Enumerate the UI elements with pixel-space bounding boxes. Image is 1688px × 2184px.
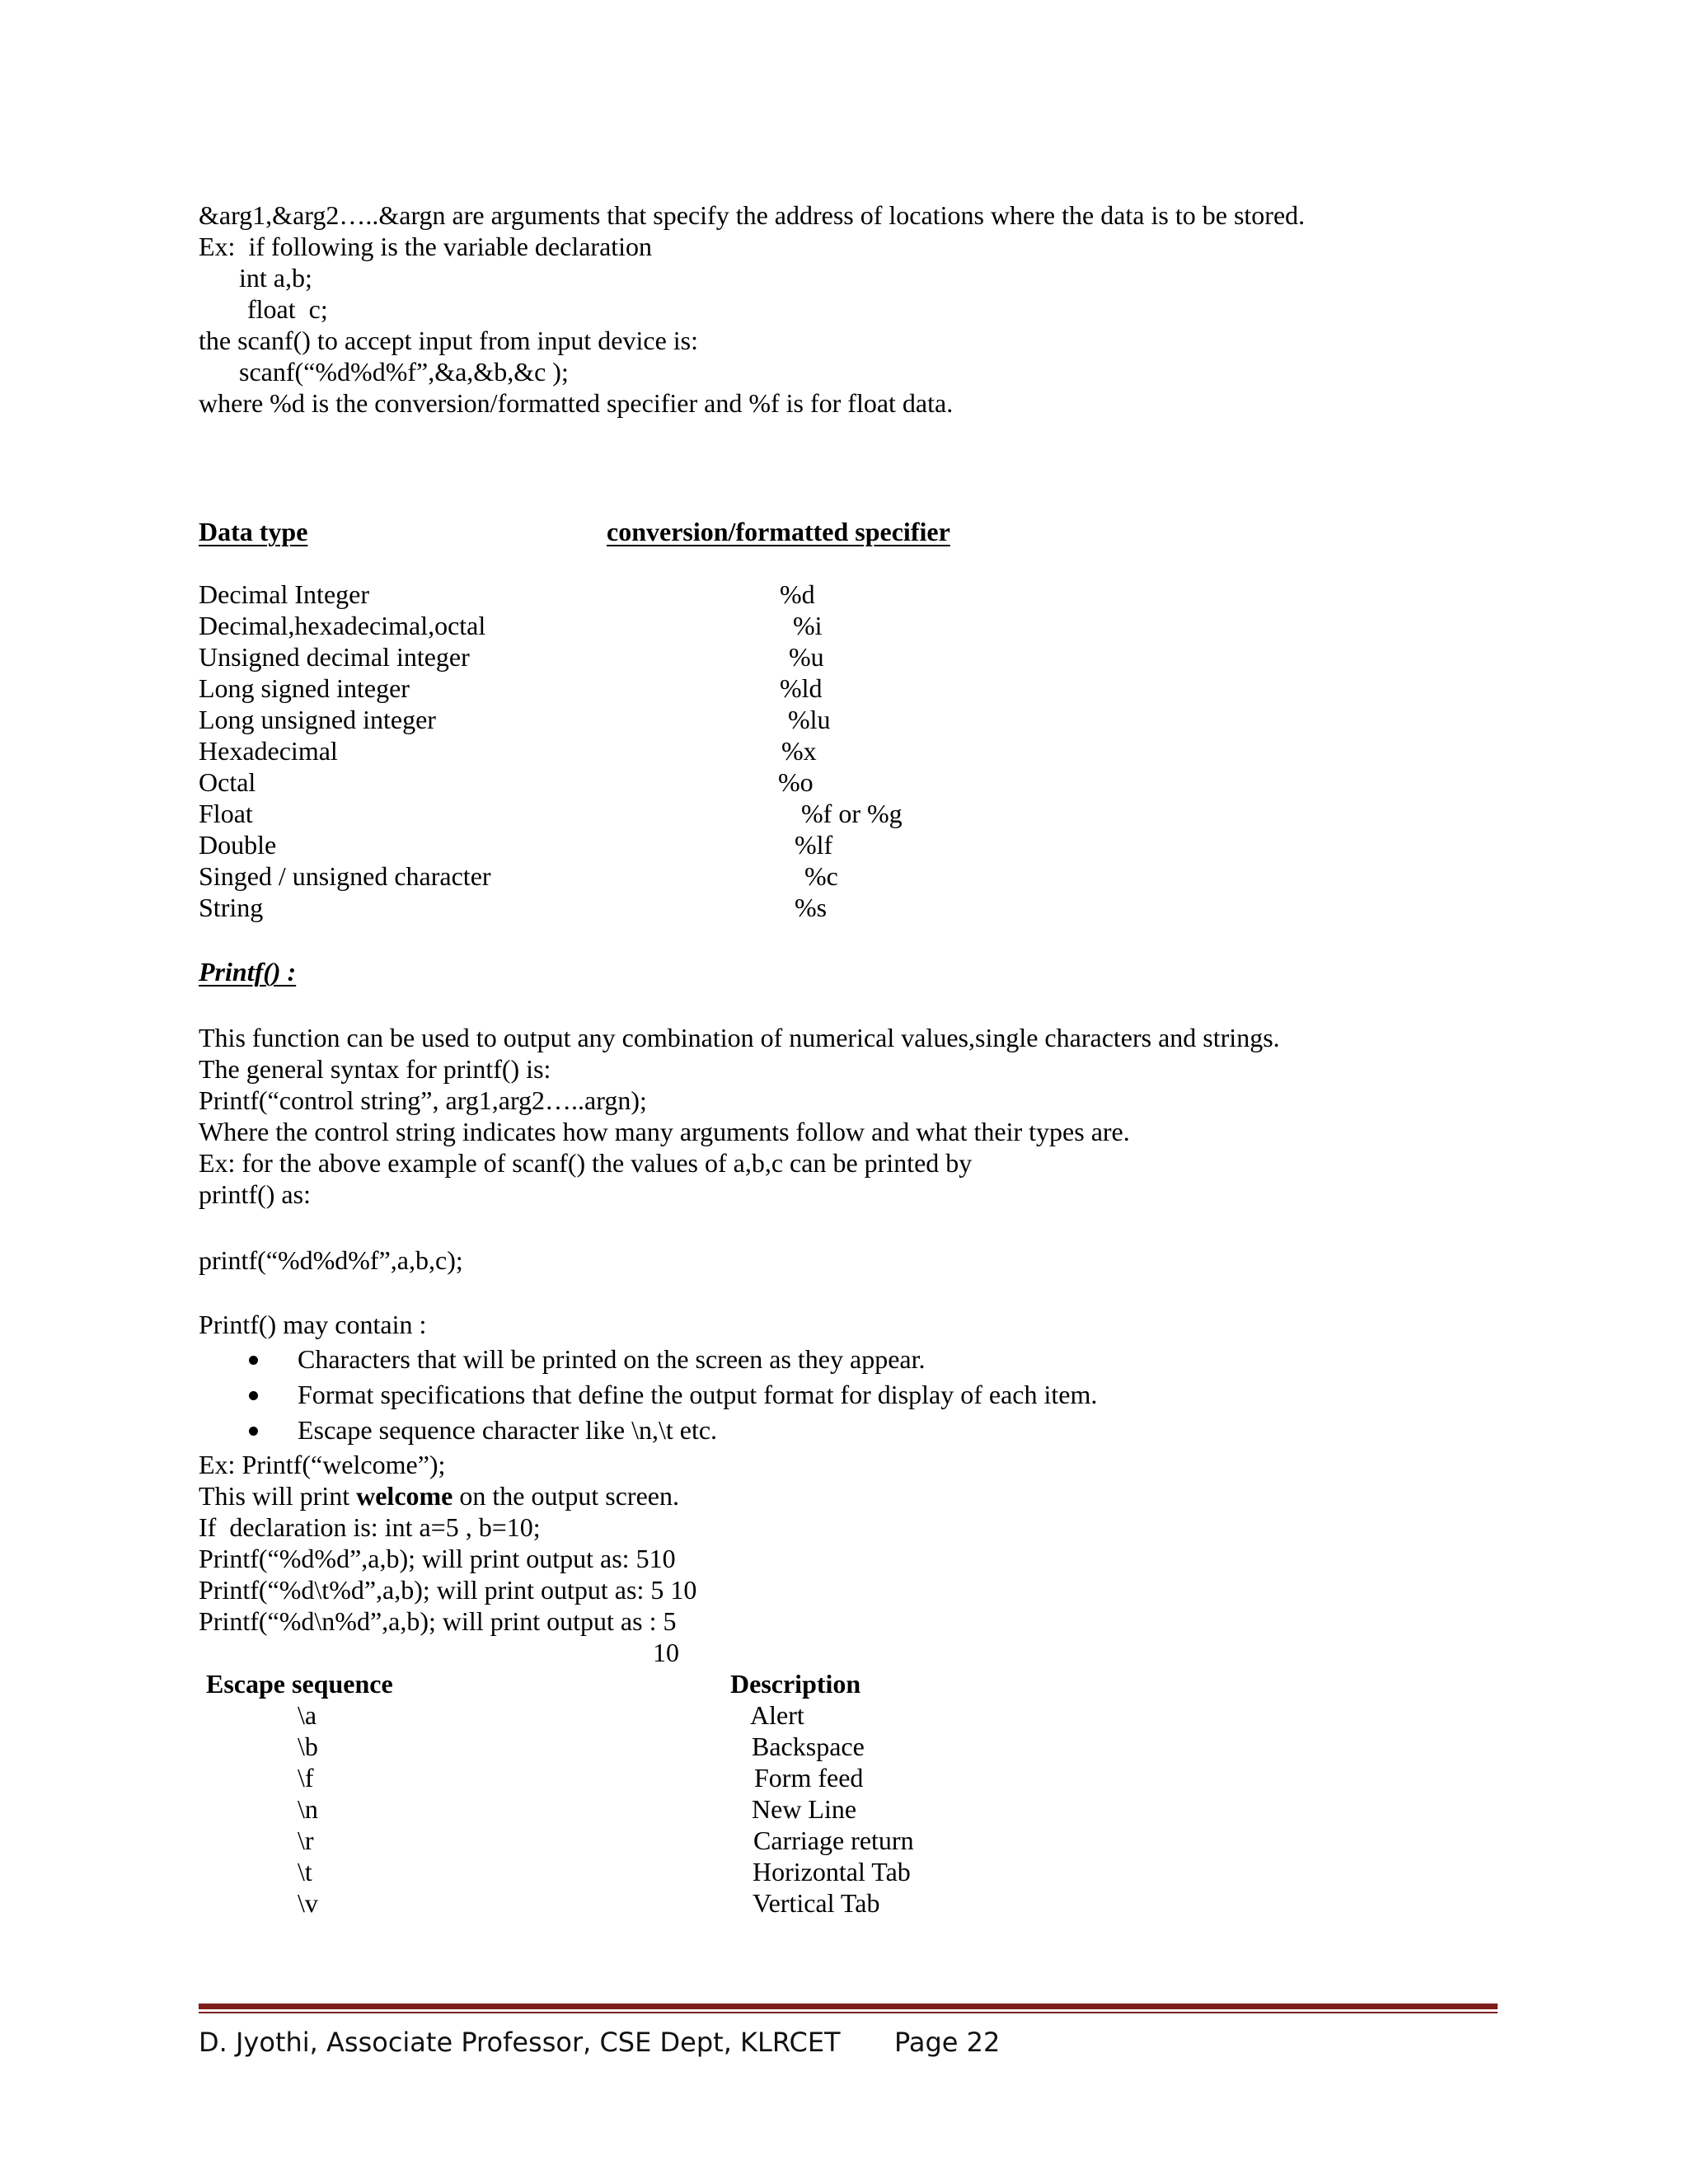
bullet-item: Escape sequence character like \n,\t etc. bbox=[298, 1415, 718, 1445]
printf-paragraph-6: printf() as: bbox=[199, 1179, 311, 1209]
intro-line-2: Ex: if following is the variable declaration bbox=[199, 232, 653, 261]
footer-rule-thin bbox=[199, 2012, 1498, 2013]
printf-example-code: printf(“%d%d%f”,a,b,c); bbox=[199, 1245, 463, 1275]
intro-line-3: int a,b; bbox=[239, 263, 312, 293]
printf-paragraph-4: Where the control string indicates how many arguments follow and what their types are. bbox=[199, 1117, 1130, 1146]
example-line-4: Printf(“%d%d”,a,b); will print output as: 510 bbox=[199, 1544, 676, 1573]
table-row-spec: %u bbox=[789, 642, 824, 672]
table-row-type: Double bbox=[199, 830, 277, 860]
escape-row-seq: \a bbox=[298, 1700, 317, 1730]
escape-row-desc: Horizontal Tab bbox=[753, 1857, 911, 1886]
printf-paragraph-5: Ex: for the above example of scanf() the values of a,b,c can be printed by bbox=[199, 1148, 973, 1178]
escape-row-seq: \n bbox=[298, 1794, 318, 1824]
escape-row-seq: \b bbox=[298, 1732, 318, 1761]
table-row-spec: %s bbox=[795, 893, 828, 922]
escape-header-sequence: Escape sequence bbox=[206, 1669, 393, 1699]
intro-line-4: float c; bbox=[247, 294, 328, 324]
table-row-spec: %x bbox=[781, 736, 817, 766]
printf-contains-intro: Printf() may contain : bbox=[199, 1310, 427, 1339]
escape-row-seq: \r bbox=[298, 1825, 314, 1855]
intro-line-1: &arg1,&arg2…..&argn are arguments that specify the address of locations where the data is to be stored. bbox=[199, 200, 1306, 230]
example-line-7: 10 bbox=[653, 1638, 679, 1667]
table-header-data-type: Data type bbox=[199, 517, 308, 546]
bullet-item: Format specifications that define the output format for display of each item. bbox=[298, 1380, 1098, 1409]
table-row-type: Unsigned decimal integer bbox=[199, 642, 470, 672]
table-row-type: String bbox=[199, 893, 264, 922]
intro-line-5: the scanf() to accept input from input device is: bbox=[199, 326, 699, 355]
example-line-2-bold: welcome bbox=[356, 1481, 453, 1511]
bullet-item: Characters that will be printed on the screen as they appear. bbox=[298, 1344, 926, 1374]
example-line-2-post: on the output screen. bbox=[452, 1481, 679, 1511]
table-row-spec: %c bbox=[804, 861, 838, 891]
bullet-icon bbox=[249, 1356, 258, 1365]
table-row-spec: %d bbox=[780, 579, 815, 609]
table-row-spec: %f or %g bbox=[801, 799, 903, 828]
printf-paragraph-3: Printf(“control string”, arg1,arg2…..argn); bbox=[199, 1085, 647, 1115]
bullet-icon bbox=[249, 1427, 258, 1436]
footer-page-number: Page 22 bbox=[894, 2027, 1001, 2058]
table-row-spec: %ld bbox=[780, 673, 823, 703]
footer-author: D. Jyothi, Associate Professor, CSE Dept, KLRCET bbox=[199, 2027, 841, 2058]
table-header-specifier: conversion/formatted specifier bbox=[607, 517, 950, 546]
intro-line-7: where %d is the conversion/formatted specifier and %f is for float data. bbox=[199, 388, 954, 418]
escape-row-desc: Alert bbox=[750, 1700, 804, 1730]
example-line-2-pre: This will print bbox=[199, 1481, 357, 1511]
escape-row-seq: \v bbox=[298, 1888, 318, 1918]
escape-row-desc: Form feed bbox=[754, 1763, 864, 1793]
escape-row-seq: \t bbox=[298, 1857, 312, 1886]
section-heading-printf: Printf() : bbox=[199, 957, 297, 987]
table-row-spec: %lu bbox=[788, 705, 831, 734]
table-row-type: Long signed integer bbox=[199, 673, 410, 703]
table-row-type: Decimal,hexadecimal,octal bbox=[199, 611, 486, 640]
table-row-type: Decimal Integer bbox=[199, 579, 369, 609]
table-row-spec: %i bbox=[793, 611, 823, 640]
table-row-spec: %o bbox=[778, 767, 814, 797]
example-line-1: Ex: Printf(“welcome”); bbox=[199, 1450, 446, 1479]
example-line-3: If declaration is: int a=5 , b=10; bbox=[199, 1512, 541, 1542]
intro-line-6: scanf(“%d%d%f”,&a,&b,&c ); bbox=[239, 357, 569, 387]
example-line-2 bbox=[199, 1480, 679, 1511]
escape-row-desc: Carriage return bbox=[753, 1825, 914, 1855]
escape-row-desc: Backspace bbox=[752, 1732, 865, 1761]
escape-row-desc: Vertical Tab bbox=[753, 1888, 880, 1918]
table-row-spec: %lf bbox=[795, 830, 833, 860]
escape-header-description: Description bbox=[730, 1669, 861, 1699]
example-line-6: Printf(“%d\n%d”,a,b); will print output as : 5 bbox=[199, 1606, 677, 1636]
bullet-icon bbox=[249, 1391, 258, 1400]
printf-paragraph-2: The general syntax for printf() is: bbox=[199, 1054, 551, 1084]
table-row-type: Float bbox=[199, 799, 253, 828]
footer-rule bbox=[199, 2004, 1498, 2009]
table-row-type: Long unsigned integer bbox=[199, 705, 436, 734]
table-row-type: Singed / unsigned character bbox=[199, 861, 491, 891]
table-row-type: Hexadecimal bbox=[199, 736, 338, 766]
escape-row-desc: New Line bbox=[752, 1794, 857, 1824]
table-row-type: Octal bbox=[199, 767, 256, 797]
example-line-5: Printf(“%d\t%d”,a,b); will print output as: 5 10 bbox=[199, 1575, 697, 1605]
printf-paragraph-1: This function can be used to output any combination of numerical values,single characters and strings. bbox=[199, 1023, 1280, 1052]
escape-row-seq: \f bbox=[298, 1763, 314, 1793]
